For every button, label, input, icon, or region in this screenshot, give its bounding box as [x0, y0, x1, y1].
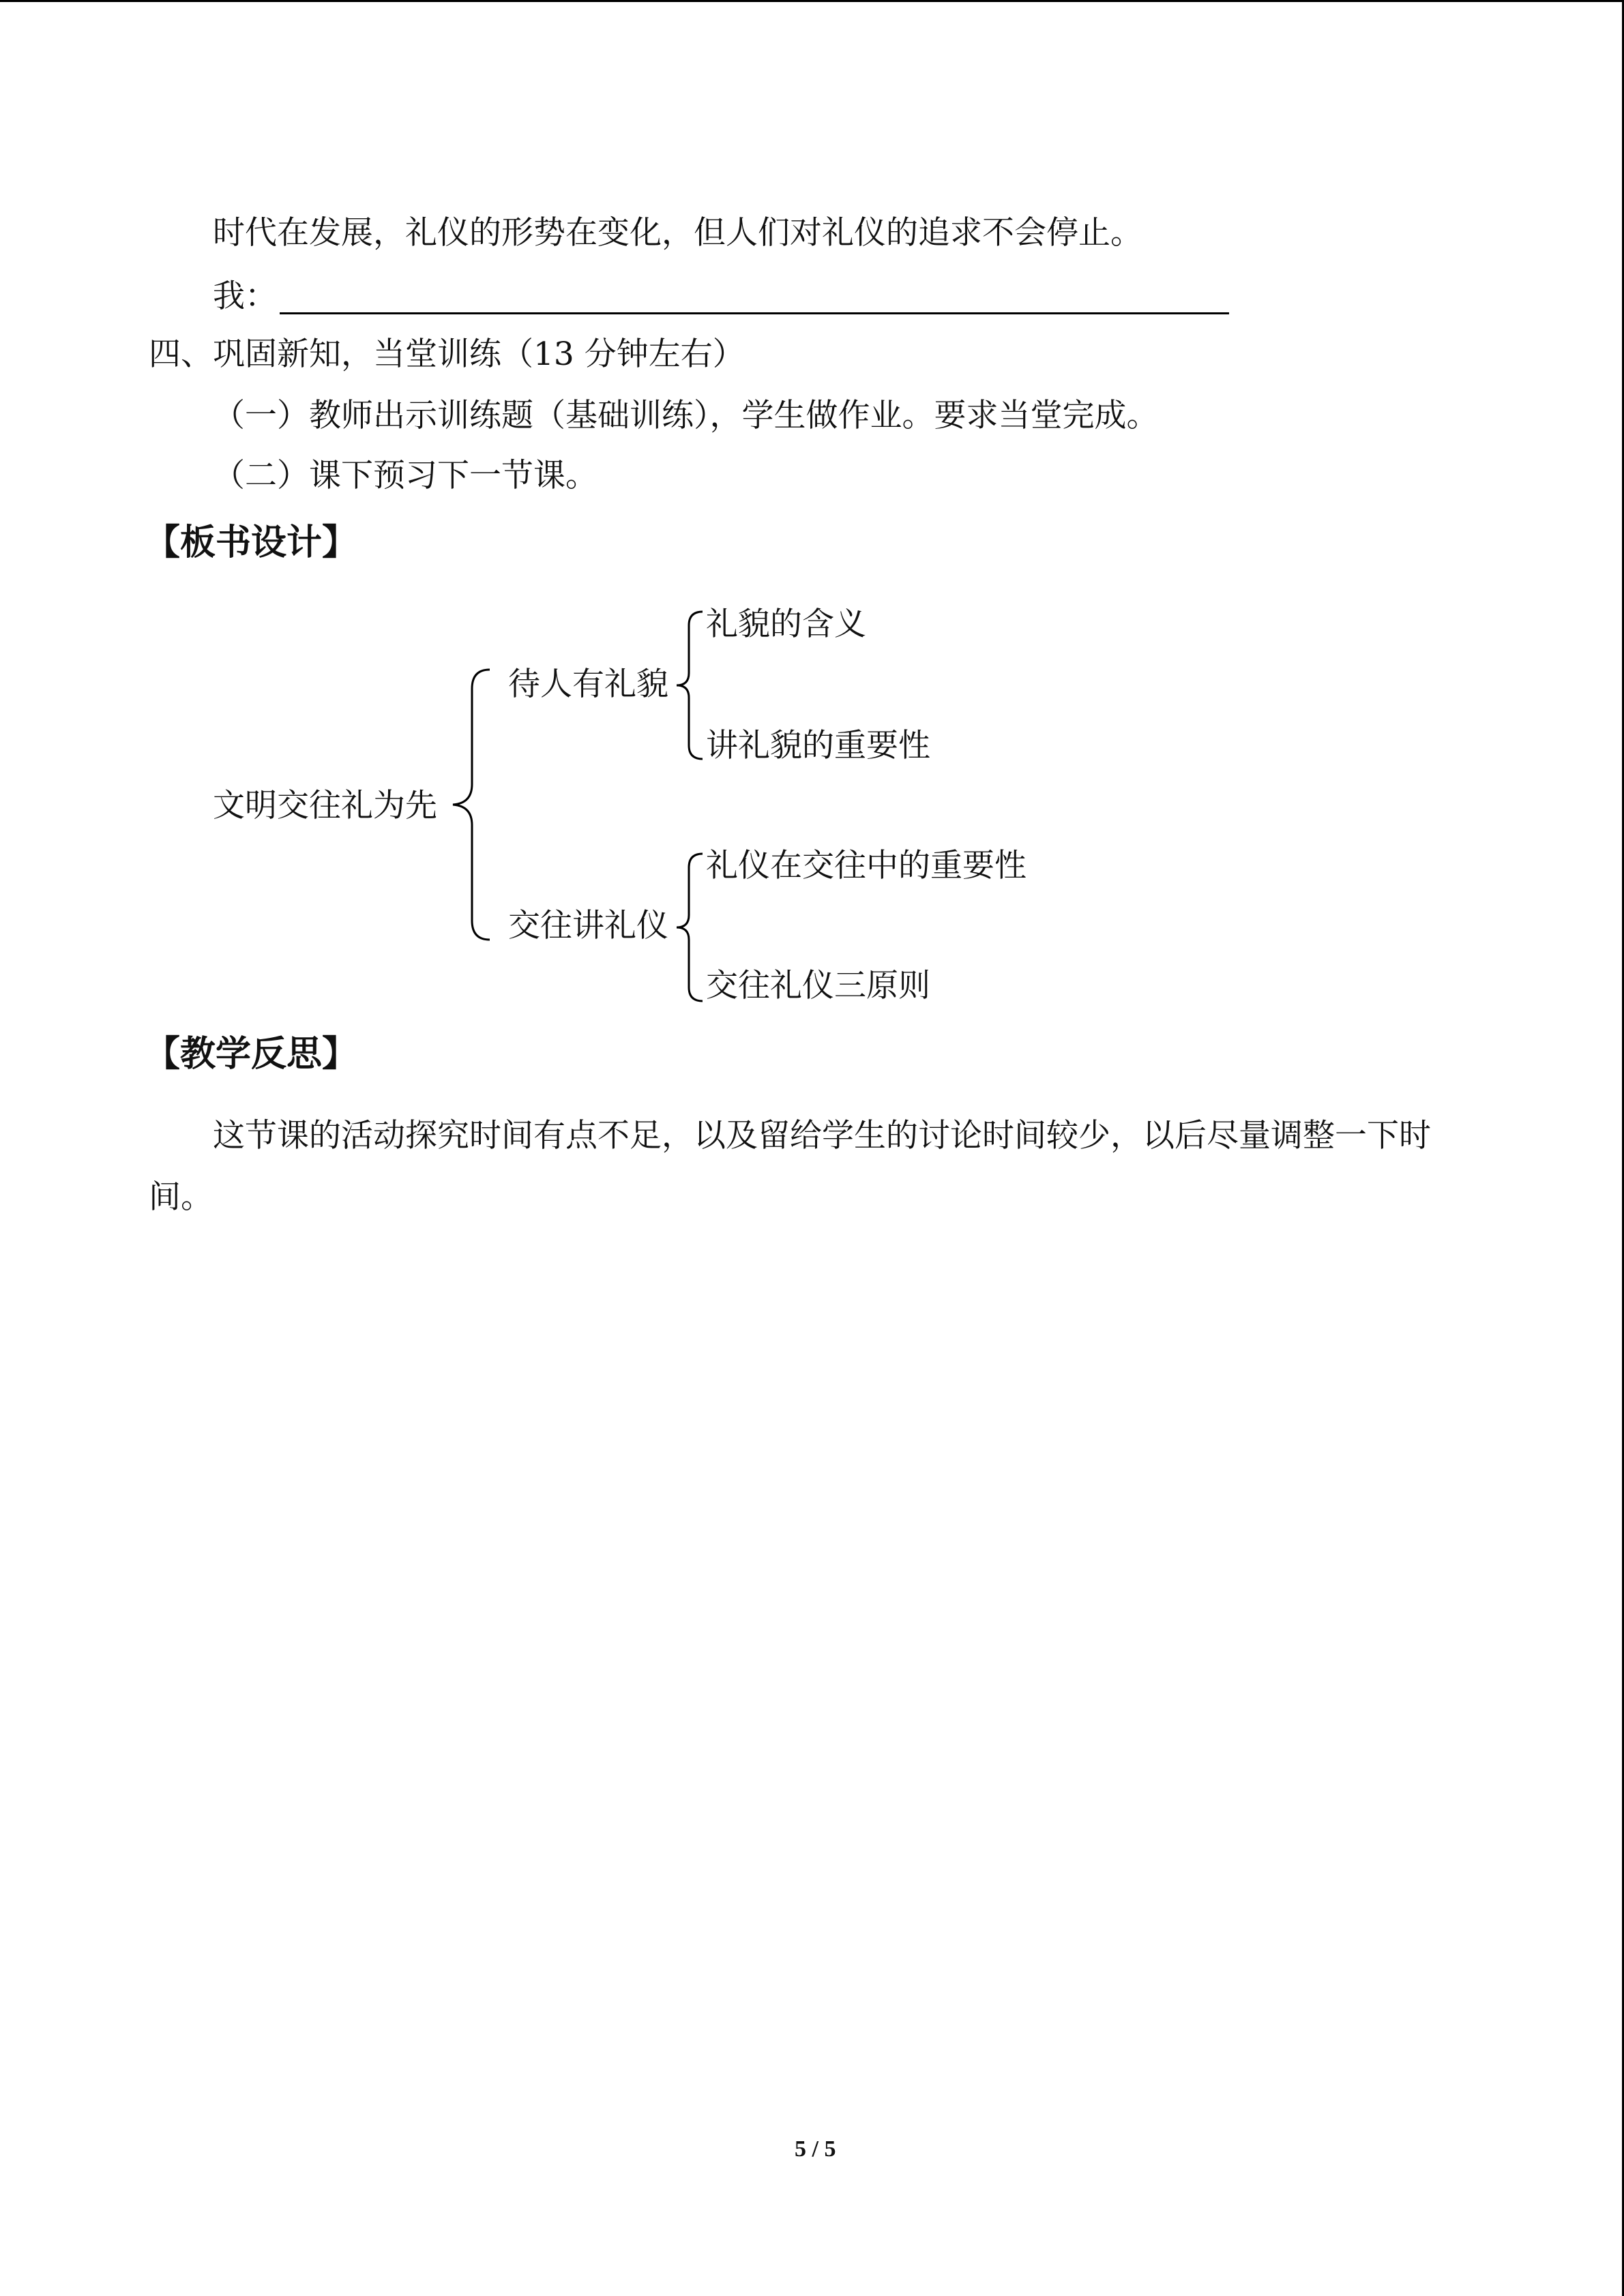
answer-prompt: 我：: [213, 278, 277, 315]
tree-root: 文明交往礼为先: [213, 787, 437, 824]
branch-2-brace: [675, 852, 707, 1002]
section-4-item-1: （一）教师出示训练题（基础训练），学生做作业。要求当堂完成。: [213, 397, 1159, 434]
answer-blank-line: [280, 312, 1229, 314]
reflection-heading: 【教学反思】: [145, 1034, 358, 1075]
branch-label-2: 交往讲礼仪: [508, 907, 668, 944]
leaf-1-2: 讲礼貌的重要性: [706, 727, 930, 764]
leaf-2-2: 交往礼仪三原则: [706, 967, 930, 1004]
paragraph-line: 时代在发展，礼仪的形势在变化，但人们对礼仪的追求不会停止。: [213, 214, 1142, 252]
leaf-2-1: 礼仪在交往中的重要性: [706, 847, 1027, 884]
section-4-title: 四、巩固新知，当堂训练（13 分钟左右）: [149, 336, 745, 373]
root-brace: [450, 668, 498, 941]
board-design-heading: 【板书设计】: [145, 522, 358, 563]
leaf-1-1: 礼貌的含义: [706, 606, 866, 643]
branch-label-1: 待人有礼貌: [508, 666, 668, 703]
page-top-border: [0, 0, 1624, 2]
section-4-item-2: （二）课下预习下一节课。: [213, 457, 597, 494]
page-number: 5 / 5: [795, 2136, 836, 2162]
reflection-text-line-1: 这节课的活动探究时间有点不足，以及留给学生的讨论时间较少，以后尽量调整一下时: [213, 1117, 1431, 1154]
reflection-text-line-2: 间。: [149, 1178, 213, 1216]
branch-1-brace: [675, 610, 707, 760]
